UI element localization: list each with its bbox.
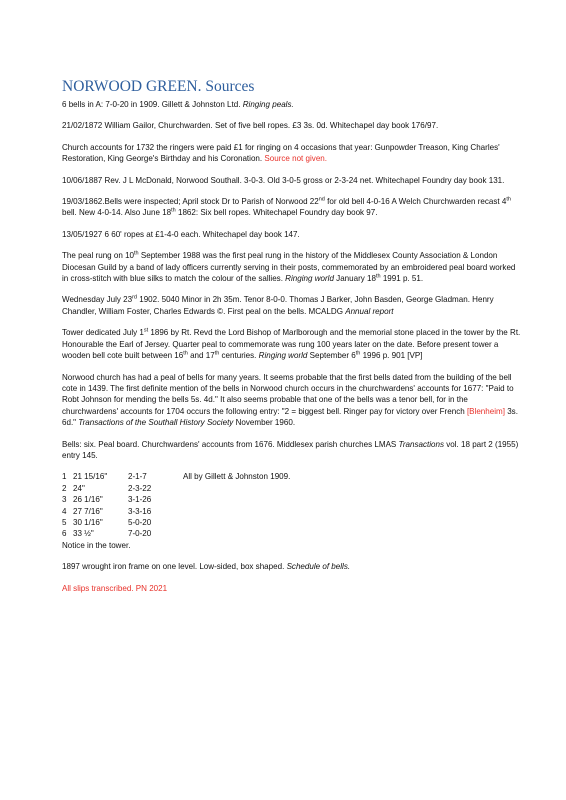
bell-number: 5 <box>62 517 67 527</box>
paragraph-tower-dedication <box>62 327 522 361</box>
italic-ref: Ringing world <box>258 351 308 361</box>
paragraph-1862 <box>62 196 522 219</box>
notice-in-tower: Notice in the tower. <box>62 540 131 550</box>
text: vol. 18 part 2 (1955) entry 145. <box>62 439 519 460</box>
italic-ref: Transactions of the Southall History Society <box>78 418 234 428</box>
paragraph-church-accounts-1732 <box>62 142 522 165</box>
paragraph-bells-six <box>62 439 522 462</box>
paragraph-peal-1988 <box>62 250 522 284</box>
bell-weight: 2-1-7 <box>128 472 147 482</box>
table-row <box>62 483 522 494</box>
paragraph-1897-frame <box>62 561 522 572</box>
text: 1897 wrought iron frame on one level. Low-sided, box shaped. <box>62 562 287 572</box>
text: 1896 by Rt. Revd the Lord Bishop of Marlborough and the memorial stone placed in the tower by the Rt. Honourable the Earl of Jersey. Quarter peal to commemorate was rung 100 years later on the date. Before present tower a wooden bell cote built between 16 <box>62 328 521 361</box>
superscript: rd <box>132 294 137 301</box>
text: 1862: Six bell ropes. Whitechapel Foundry day book 97. <box>175 208 378 218</box>
superscript: th <box>134 250 139 257</box>
document-body <box>62 99 522 604</box>
transcription-note: All slips transcribed. PN 2021 <box>62 583 168 593</box>
italic-ref: Schedule of bells. <box>286 562 351 572</box>
bell-weight: 7-0-20 <box>128 529 152 539</box>
superscript: th <box>171 207 176 214</box>
paragraph-1902-minor <box>62 294 522 317</box>
text: Norwood church has had a peal of bells for many years. It seems probable that the first bells dated from the building of the bell cote in 1439. The first definite mention of the bells in Norwood church occurs in the churchwardens' accounts for 1677: "Paid to Robt Johnson for mending the bells 5s. 4d." It also seems probable that one of the bells was a tenor bell, for in the churchwardens' accounts for 1704 occurs the following entry: "2 = biggest bell. Ringer pay for victory over French <box>62 372 514 416</box>
text: Tower dedicated July 1 <box>62 328 144 338</box>
bell-number: 4 <box>62 506 67 516</box>
superscript: nd <box>318 196 325 203</box>
text: September 6 <box>307 351 356 361</box>
bell-diameter: 21 15/16" <box>73 472 108 482</box>
text: 3s. 6d." <box>62 406 518 428</box>
bells-founder-note: All by Gillett & Johnston 1909. <box>183 472 291 482</box>
text: for old bell 4-0-16 A Welch Churchwarden recast 4 <box>324 197 507 207</box>
bell-weight: 3-1-26 <box>128 495 152 505</box>
table-row <box>62 471 522 482</box>
red-note: Source not given. <box>264 154 328 164</box>
bell-weight: 3-3-16 <box>128 506 152 516</box>
bell-diameter: 26 1/16" <box>73 495 103 505</box>
superscript: th <box>355 350 361 357</box>
italic-ref: Ringing world <box>285 274 334 284</box>
superscript: st <box>143 327 149 334</box>
bell-number: 2 <box>62 483 67 493</box>
italic-ref: Ringing peals. <box>242 100 294 109</box>
bell-diameter: 27 7/16" <box>73 506 103 516</box>
text: 19/03/1862.Bells were inspected; April stock Dr to Parish of Norwood 22 <box>62 197 319 207</box>
bell-number: 1 <box>62 472 67 482</box>
bell-diameter: 33 ½" <box>73 529 94 539</box>
text: and 17 <box>187 351 215 361</box>
bell-number: 3 <box>62 495 67 505</box>
page-title: NORWOOD GREEN. Sources <box>62 78 255 95</box>
superscript: th <box>214 350 220 357</box>
bell-diameter: 24" <box>73 483 85 493</box>
superscript: th <box>506 196 511 203</box>
paragraph-1887: 10/06/1887 Rev. J L McDonald, Norwood Southall. 3-0-3. Old 3-0-5 gross or 2-3-24 net. Whitechapel Foundry day book 131. <box>62 175 505 185</box>
text: 1902. 5040 Minor in 2h 35m. Tenor 8-0-0. Thomas J Barker, John Basden, George Gladman. Henry Chandler, William Foster, Charles Edwards ©. First peal on the bells. MCALDG <box>62 295 494 316</box>
text: November 1960. <box>233 418 296 428</box>
text: Bells: six. Peal board. Churchwardens' accounts from 1676. Middlesex parish churches LMAS <box>62 439 399 449</box>
superscript: th <box>376 273 381 280</box>
table-row <box>62 528 522 539</box>
text: centuries. <box>219 351 259 361</box>
paragraph-1872-ropes: 21/02/1872 William Gailor, Churchwarden. Set of five bell ropes. £3 3s. 0d. Whitechapel day book 176/97. <box>62 121 439 131</box>
italic-ref: Annual report <box>345 306 394 316</box>
bell-number: 6 <box>62 529 67 539</box>
superscript: th <box>183 350 188 357</box>
italic-ref: Transactions <box>398 439 445 449</box>
bell-weight: 2-3-22 <box>128 483 152 493</box>
bells-table <box>62 471 522 539</box>
table-row <box>62 506 522 517</box>
text: Church accounts for 1732 the ringers were paid £1 for ringing on 4 occasions that year: Gunpowder Treason, King Charles' Restoration, King George's Birthday and his Coronation. <box>62 142 500 164</box>
table-row <box>62 494 522 505</box>
text: 6 bells in A: 7-0-20 in 1909. Gillett & Johnston Ltd. <box>62 100 243 109</box>
bell-weight: 5-0-20 <box>128 517 152 527</box>
text: The peal rung on 10 <box>62 251 135 261</box>
text: September 1988 was the first peal rung in the history of the Middlesex County Association & London Diocesan Guild by a band of lady officers currently serving in their posts, commemorated by an embroidered peal board worked in cross-stitch with blue silks to match the colour of the sallies. <box>62 251 516 284</box>
table-row <box>62 517 522 528</box>
paragraph-history <box>62 372 522 429</box>
bell-diameter: 30 1/16" <box>73 517 103 527</box>
paragraph-1927-ropes: 13/05/1927 6 60' ropes at £1-4-0 each. Whitechapel day book 147. <box>62 229 300 239</box>
text: Wednesday July 23 <box>62 295 133 305</box>
text: 1996 p. 901 [VP] <box>360 351 423 361</box>
text: 1991 p. 51. <box>380 274 424 284</box>
red-note: [Blenheim] <box>466 406 505 416</box>
text: January 18 <box>333 274 376 284</box>
paragraph-ringing-peals <box>62 99 522 110</box>
text: bell. New 4-0-14. Also June 18 <box>62 208 172 218</box>
